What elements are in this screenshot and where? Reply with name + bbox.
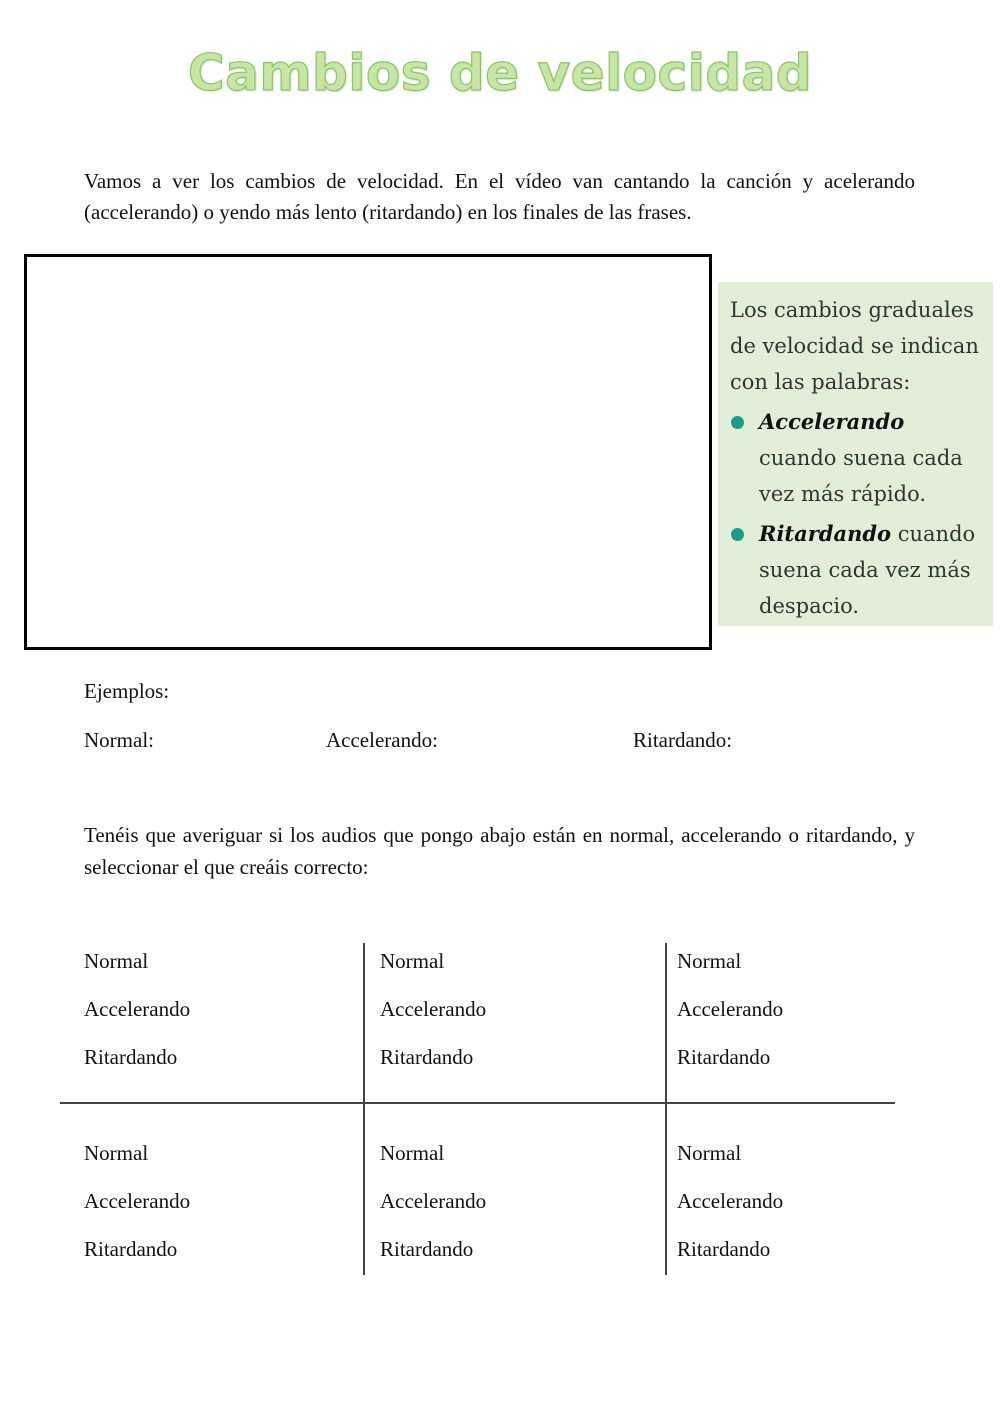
bullet-dot-icon [731,416,744,429]
quiz-6-option-ritardando[interactable]: Ritardando [677,1237,771,1261]
quiz-6-option-accelerando[interactable]: Accelerando [677,1189,784,1213]
info-item-ritardando [730,516,985,624]
quiz-5-option-ritardando[interactable]: Ritardando [380,1237,474,1261]
quiz-3-option-ritardando[interactable]: Ritardando [677,1045,771,1069]
example-ritardando[interactable]: Ritardando: [633,728,733,752]
grid-divider [665,943,667,1275]
info-desc: cuando suena cada vez más rápido. [759,446,963,506]
quiz-5-option-accelerando[interactable]: Accelerando [380,1189,487,1213]
bullet-dot-icon [731,528,744,541]
quiz-3-option-normal[interactable]: Normal [677,949,742,973]
example-normal[interactable]: Normal: [84,728,154,752]
video-player[interactable] [24,254,712,650]
examples-heading: Ejemplos: [84,679,170,703]
info-term: Ritardando [759,521,892,546]
instructions-paragraph: Tenéis que averiguar si los audios que pongo abajo están en normal, accelerando o ritardando, y seleccionar el que creáis correcto: [84,823,915,879]
quiz-6-option-normal[interactable]: Normal [677,1141,742,1165]
quiz-1-option-accelerando[interactable]: Accelerando [84,997,191,1021]
example-accelerando[interactable]: Accelerando: [326,728,438,752]
quiz-2-option-normal[interactable]: Normal [380,949,445,973]
page-title: Cambios de velocidad [187,44,813,102]
quiz-4-option-ritardando[interactable]: Ritardando [84,1237,178,1261]
intro-paragraph: Vamos a ver los cambios de velocidad. En el vídeo van cantando la canción y acelerando (accelerando) o yendo más lento (ritardando) en los finales de las frases. [84,169,915,224]
info-box-list [730,404,985,624]
quiz-1-option-ritardando[interactable]: Ritardando [84,1045,178,1069]
quiz-2-option-accelerando[interactable]: Accelerando [380,997,487,1021]
info-desc: cuando suena cada vez más despacio. [759,522,976,618]
info-item-accelerando [730,404,985,512]
info-box-intro: Los cambios graduales de velocidad se indican con las palabras: [730,298,979,394]
quiz-2-option-ritardando[interactable]: Ritardando [380,1045,474,1069]
quiz-4-option-normal[interactable]: Normal [84,1141,149,1165]
grid-divider [363,943,365,1275]
quiz-1-option-normal[interactable]: Normal [84,949,149,973]
quiz-5-option-normal[interactable]: Normal [380,1141,445,1165]
quiz-3-option-accelerando[interactable]: Accelerando [677,997,784,1021]
grid-divider [60,1102,895,1104]
info-term: Accelerando [759,409,905,434]
quiz-4-option-accelerando[interactable]: Accelerando [84,1189,191,1213]
info-box [718,282,993,626]
